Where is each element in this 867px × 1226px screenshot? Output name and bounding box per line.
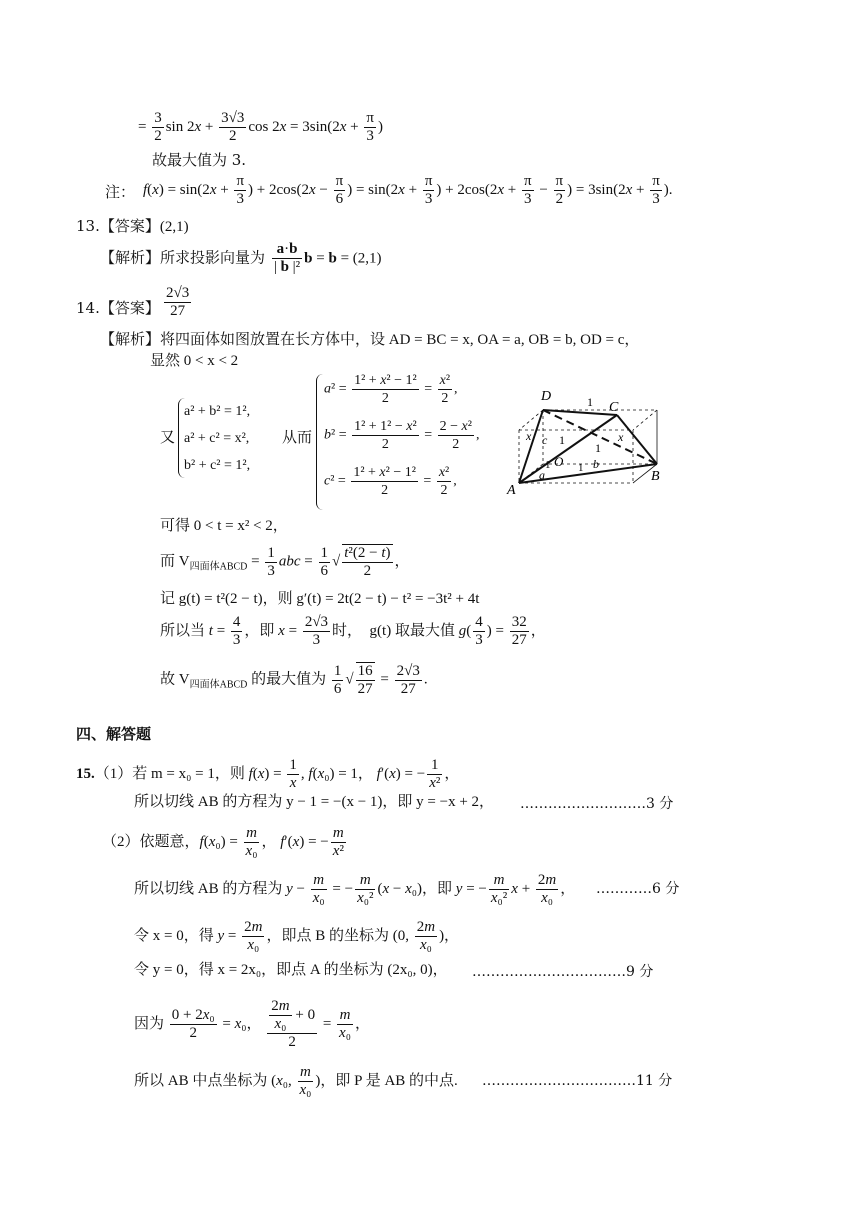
- label-one-2: 1: [559, 433, 565, 447]
- q14-answer-row: 14.【答案】: [76, 299, 160, 317]
- q13-analysis: 【解析】所求投影向量为 $\frac{a\cdot b}{\text{| b |²}}$ b = b = (2,1): [100, 241, 382, 275]
- q15-because: 因为 $\frac{\text{0 + 2x₀}}{2}$ = x₀， $\frac{2m}{\text{x₀}}$ + 0 2 = $\frac{m}{\text{x₀}}$ ，: [134, 998, 370, 1050]
- label-D: D: [541, 389, 552, 404]
- q14-you: 又: [160, 428, 176, 446]
- q15-point-b: 令 x = 0，得 y = $\frac{2m}{\text{x₀}}$ ，即点 B 的坐标为 (0, $\frac{2m}{\text{x₀}}$ )，: [134, 919, 460, 953]
- score-11: ……………………………11 分: [482, 1073, 673, 1089]
- label-O: O: [554, 454, 564, 469]
- label-a: a: [539, 468, 545, 482]
- q15-point-a: 令 y = 0，得 x = 2x₀，即点 A 的坐标为 (2x₀, 0)，: [134, 962, 448, 978]
- score-3: ………………………3 分: [520, 796, 674, 812]
- label-one-3: 1: [595, 441, 601, 455]
- label-one-4: 1: [545, 459, 551, 471]
- label-b: b: [593, 457, 599, 471]
- q14-t-line: 可得 0 < t = x² < 2，: [160, 518, 288, 534]
- q14-congerer: 从而: [282, 428, 313, 446]
- q15-tangent-1: 所以切线 AB 的方程为 y − 1 = −(x − 1)，即 y = −x + 2，: [134, 794, 495, 810]
- q14-g-line: 记 g(t) = t²(2 − t)，则 g′(t) = 2t(2 − t) − t² = −3t² + 4t: [160, 591, 480, 607]
- q14-analysis: 【解析】将四面体如图放置在长方体中，设 AD = BC = x, OA = a, OB = b, OD = c，: [100, 330, 640, 348]
- eq-line-1: = $\frac{3}{2}$ sin 2x + $\frac{3√3}{2}$ cos 2x = 3sin(2x + $\frac{\pi}{3}$ ): [138, 110, 383, 144]
- q14-when-line: 所以当 t = $\frac{4}{3}$ ，即 x = $\frac{2√3}{3}$ 时， g(t) 取最大值 g( $\frac{4}{3}$ ) = $\frac{32}{27}$ ，: [160, 614, 546, 648]
- q15-tangent-2: 所以切线 AB 的方程为 y − $\frac{m}{\text{x₀}}$ = − $\frac{m}{\text{x₀²}}$ (x − x₀)，即 y = − $\frac{m}{\text{x₀²}}$ x + $\frac{2m}{\text{x₀}}$ ，: [134, 872, 576, 906]
- q14-system-1: a² + b² = 1², a² + c² = x², b² + c² = 1²,: [184, 404, 251, 473]
- label-C: C: [609, 400, 619, 415]
- label-B: B: [651, 469, 660, 484]
- label-x1: x: [526, 429, 532, 443]
- max-value-line: 故最大值为 3.: [152, 151, 247, 169]
- note-expr: f(x) = sin(2x + $\frac{\pi}{3}$ ) + 2cos(2x − $\frac{\pi}{6}$ ) = sin(2x + $\frac{\pi}{3}$ ) + 2cos(2x + $\frac{\pi}{3}$ − $\frac{\pi}{2}$ ) = 3sin(2x + $\frac{\pi}{3}$ ).: [143, 173, 673, 207]
- label-c: c: [542, 433, 548, 447]
- label-one-1: 1: [587, 395, 593, 409]
- q15-part2: （2）依题意，f(x₀) = $\frac{m}{\text{x₀}}$ ， f′(x) = − $\frac{m}{\text{x²}}$: [102, 825, 344, 859]
- label-one-5: 1: [578, 462, 584, 474]
- q14-system-2: a² = $\frac{\text{1² + x² − 1²}}{2}$ = $\frac{\text{x²}}{2}$ , b² = $\frac{\text{1² + 1² − x²}}{2}$ = $\frac{\text{2 − x²}}{2}$ , c² = $\frac{\text{1² + x² − 1²}}{2}$ = $\frac{\text{x²}}{2}$ ,: [324, 373, 480, 498]
- q14-answer: $\frac{2√3}{27}$: [166, 285, 190, 319]
- tetrahedron-figure: [505, 380, 670, 495]
- q15-part1: 15.（1）若 m = x₀ = 1，则 f(x) = $\frac{1}{x}$ , f(x₀) = 1， f′(x) = − $\frac{1}{\text{x²}}$ ，: [76, 757, 460, 791]
- q13-answer-row: 13.【答案】(2,1): [76, 217, 189, 235]
- score-9: ……………………………9 分: [472, 964, 654, 980]
- score-6: …………6 分: [596, 881, 680, 897]
- q14-max-line: 故 $V_{四面体ABCD}$ 的最大值为 $\frac{1}{6}$ √ $\frac{16}{27}$ = $\frac{2√3}{27}$ .: [160, 662, 428, 697]
- note-label: 注：: [105, 183, 136, 201]
- q14-volume-line: 而 $V_{四面体ABCD}$ = $\frac{1}{3}$ abc = $\frac{1}{6}$ √ $\frac{\text{t²(2 − t)}}{2}$ ，: [160, 544, 410, 579]
- section-title: 四、解答题: [76, 725, 152, 743]
- label-A: A: [507, 483, 516, 495]
- q15-midpoint: 所以 AB 中点坐标为 (x₀, $\frac{m}{\text{x₀}}$ )，即 P 是 AB 的中点.: [134, 1064, 458, 1098]
- label-x2: x: [618, 430, 624, 444]
- brace-2: [316, 374, 323, 510]
- q14-line-2: 显然 0 < x < 2: [150, 353, 239, 369]
